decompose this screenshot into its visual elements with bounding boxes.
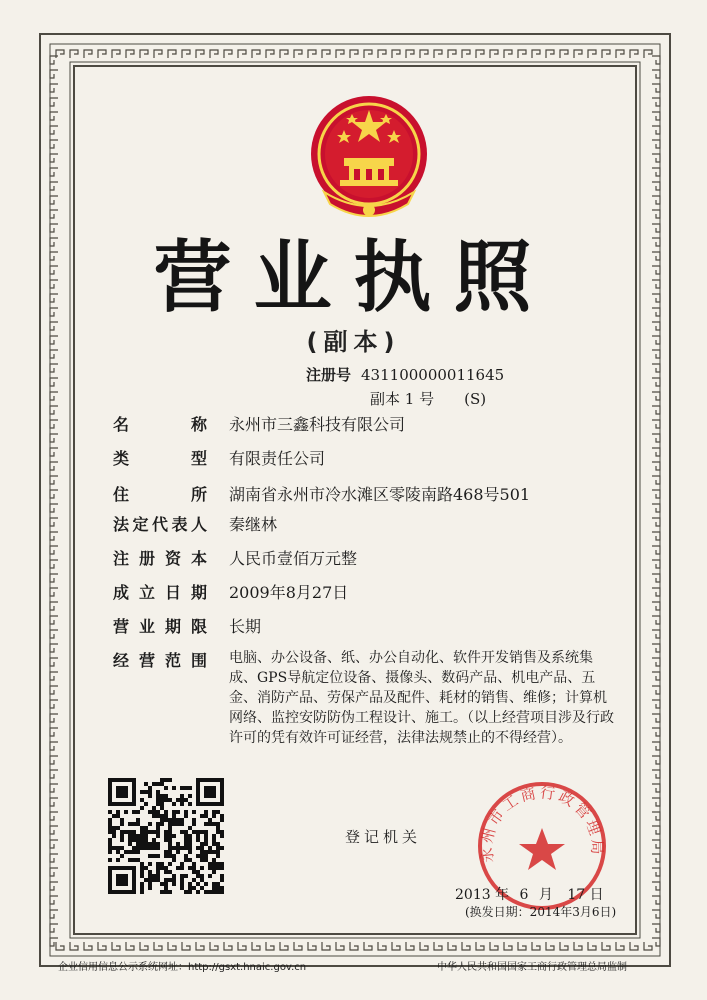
field-label: 注册资本 [113,549,207,568]
copy-number-line [370,388,486,409]
registration-number: 431100000011645 [361,366,505,384]
field-value: 人民币壹佰万元整 [229,549,358,568]
footer-website [58,958,306,973]
registration-authority: 登记机关 [345,828,422,846]
footer-website-label: 企业信用信息公示系统网址： [58,962,188,973]
field-label: 类型 [113,449,207,468]
issue-month: 6 [519,887,529,903]
license-subtitle: (副本) [306,328,401,356]
field-label: 法定代表人 [113,515,207,534]
issue-day: 17 [567,887,586,903]
field-label: 住所 [113,485,207,504]
issue-year-unit: 年 [495,887,510,903]
qr-code[interactable] [108,778,224,894]
reissue-date: (换发日期：2014年3月6日) [465,905,617,919]
issue-date [455,884,604,904]
field-value: 长期 [229,617,262,636]
field-value: 有限责任公司 [229,449,326,468]
field-label: 营业期限 [113,617,207,636]
national-emblem-icon [304,92,434,222]
field-label: 成立日期 [113,583,207,602]
issue-year: 2013 [455,887,491,903]
license-title: 营业执照 [153,233,554,323]
registration-label: 注册号 [306,366,352,384]
field-label: 经营范围 [113,651,207,670]
field-value: 秦继林 [229,515,278,534]
seal-text: 永州市工商行政管理局 [477,783,607,864]
field-label: 名称 [113,415,207,434]
footer-website-url[interactable]: http://gsxt.hnaic.gov.cn [188,962,307,973]
issue-month-unit: 月 [538,887,553,903]
issue-day-unit: 日 [589,887,604,903]
field-value: 湖南省永州市冷水滩区零陵南路468号501 [229,485,531,504]
field-value: 永州市三鑫科技有限公司 [229,415,406,434]
field-value: 2009年8月27日 [229,583,349,602]
business-scope-text: 电脑、办公设备、纸、办公自动化、软件开发销售及系统集成、GPS导航定位设备、摄像头、数码产品、机电产品、五金、消防产品、劳保产品及配件、耗材的销售、维修；计算机网络、监控安防防伪工程设计、施工。（以上经营项目涉及行政许可的凭有效许可证经营，法律法规禁止的不得经营）。 [229,650,614,746]
copy-number: 副本 1 号 [370,390,435,408]
footer-issuer: 中华人民共和国国家工商行政管理总局监制 [437,962,627,973]
copy-suffix: (S) [464,390,487,408]
registration-line [306,364,504,385]
